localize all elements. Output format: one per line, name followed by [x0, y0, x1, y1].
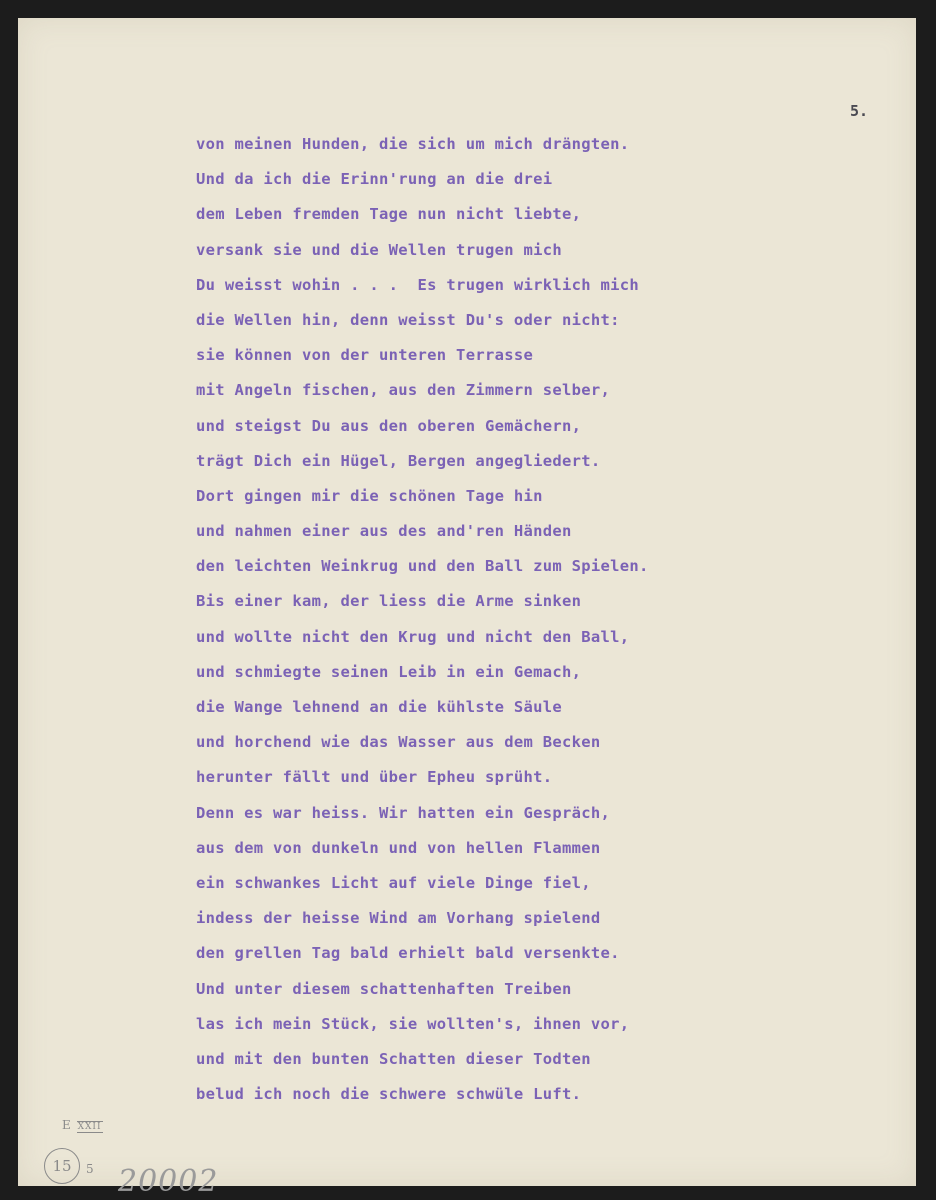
- poem-line: und steigst Du aus den oberen Gemächern,: [196, 416, 582, 435]
- inventory-number: 20002: [118, 1164, 219, 1199]
- poem-line: von meinen Hunden, die sich um mich drängten.: [196, 135, 630, 153]
- poem-line: mit Angeln fischen, aus den Zimmern selber,: [196, 381, 611, 400]
- poem-line: und horchend wie das Wasser aus dem Becken: [196, 733, 601, 752]
- manuscript-page: [18, 18, 916, 1199]
- poem-line: und wollte nicht den Krug und nicht den Ball,: [196, 627, 630, 646]
- poem-line: den grellen Tag bald erhielt bald versenkte.: [196, 944, 620, 963]
- poem-line: trägt Dich ein Hügel, Bergen angegliedert.: [196, 451, 601, 470]
- poem-line: versank sie und die Wellen trugen mich: [196, 240, 563, 259]
- archive-signature: [62, 1118, 103, 1132]
- page-number: 5.: [850, 102, 869, 120]
- folio-extra: 5: [86, 1162, 94, 1176]
- archive-code-roman: XXII: [77, 1122, 102, 1132]
- poem-line: indess der heisse Wind am Vorhang spielend: [196, 909, 601, 928]
- poem-line: Dort gingen mir die schönen Tage hin: [196, 486, 543, 505]
- poem-line: las ich mein Stück, sie wollten's, ihnen vor,: [196, 1014, 630, 1033]
- poem-line: Du weisst wohin . . . Es trugen wirklich mich: [196, 275, 640, 294]
- poem-line: sie können von der unteren Terrasse: [196, 346, 534, 365]
- poem-line: dem Leben fremden Tage nun nicht liebte,: [196, 205, 582, 224]
- poem-line: und nahmen einer aus des and'ren Händen: [196, 522, 572, 541]
- poem-line: herunter fällt und über Epheu sprüht.: [196, 768, 553, 787]
- poem-line: die Wange lehnend an die kühlste Säule: [196, 698, 563, 716]
- folio-number: 15: [44, 1148, 80, 1184]
- poem-line: aus dem von dunkeln und von hellen Flammen: [196, 838, 601, 857]
- poem-line: den leichten Weinkrug und den Ball zum Spielen.: [196, 557, 649, 576]
- poem-line: belud ich noch die schwere schwüle Luft.: [196, 1085, 582, 1104]
- archive-code-prefix: E: [62, 1118, 72, 1132]
- poem-line: ein schwankes Licht auf viele Dinge fiel,: [196, 873, 591, 892]
- poem-line: Und da ich die Erinn'rung an die drei: [196, 170, 553, 189]
- poem-line: Denn es war heiss. Wir hatten ein Gespräch,: [196, 803, 611, 822]
- poem-line: Und unter diesem schattenhaften Treiben: [196, 979, 572, 998]
- poem-line: Bis einer kam, der liess die Arme sinken: [196, 592, 582, 611]
- poem-line: und mit den bunten Schatten dieser Todten: [196, 1049, 591, 1068]
- poem-line: und schmiegte seinen Leib in ein Gemach,: [196, 662, 582, 681]
- poem-line: die Wellen hin, denn weisst Du's oder nicht:: [196, 310, 620, 329]
- poem-text: [196, 132, 756, 1117]
